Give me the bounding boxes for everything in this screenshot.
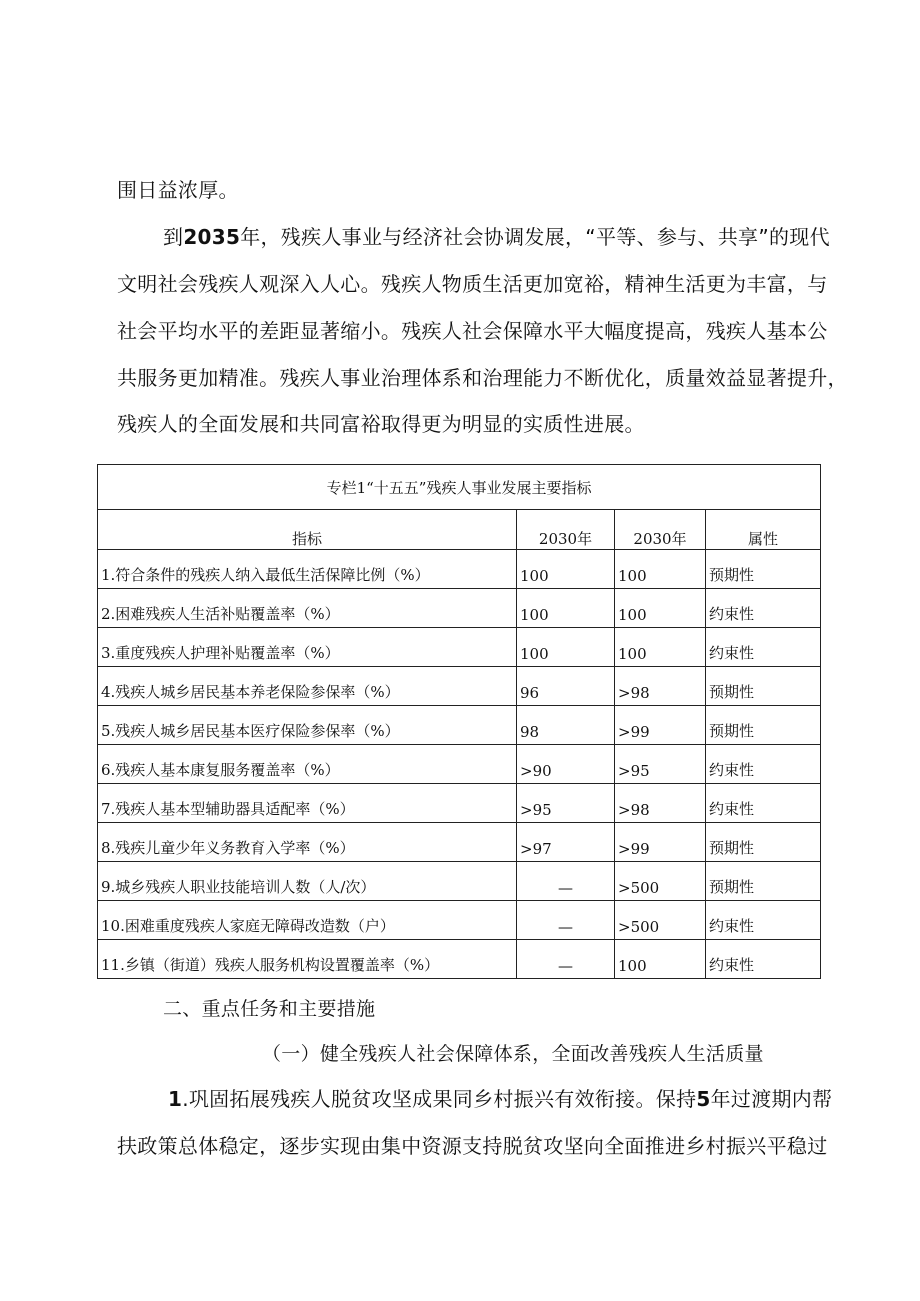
text-fragment: 共服务更加精准。残疾人事业治理体系和治理能力不断优化，质量效益显著提升，	[117, 366, 848, 390]
attribute-cell: 预期性	[706, 706, 821, 745]
indicator-cell: 2.困难残疾人生活补贴覆盖率（%）	[98, 589, 517, 628]
header-year-1: 2030年	[517, 510, 615, 550]
value-cell: —	[517, 901, 615, 940]
value-cell: >99	[615, 823, 706, 862]
year-number: 2035	[183, 225, 241, 249]
value-cell: 100	[615, 589, 706, 628]
indicator-cell: 9.城乡残疾人职业技能培训人数（人/次）	[98, 862, 517, 901]
value-cell: >98	[615, 784, 706, 823]
value-cell: 100	[517, 550, 615, 589]
section-heading: 二、重点任务和主要措施	[163, 998, 376, 1020]
value-cell: 96	[517, 667, 615, 706]
text-fragment: 扶政策总体稳定，逐步实现由集中资源支持脱贫攻坚向全面推进乡村振兴平稳过	[117, 1134, 828, 1158]
value-cell: >90	[517, 745, 615, 784]
table-row	[98, 823, 821, 862]
table-row	[98, 745, 821, 784]
table-row	[98, 550, 821, 589]
table-caption-row	[98, 465, 821, 510]
table-caption: 专栏1“十五五”残疾人事业发展主要指标	[98, 465, 821, 510]
text-fragment: 围日益浓厚。	[117, 178, 239, 202]
attribute-cell: 预期性	[706, 823, 821, 862]
value-cell: —	[517, 940, 615, 979]
value-cell: >97	[517, 823, 615, 862]
item-number: 1	[168, 1087, 183, 1111]
indicator-cell: 11.乡镇（街道）残疾人服务机构设置覆盖率（%）	[98, 940, 517, 979]
attribute-cell: 约束性	[706, 784, 821, 823]
attribute-cell: 预期性	[706, 667, 821, 706]
paragraph-line	[117, 176, 239, 204]
paragraph-line	[163, 223, 830, 251]
table-row	[98, 940, 821, 979]
attribute-cell: 约束性	[706, 628, 821, 667]
table-row	[98, 901, 821, 940]
table-row	[98, 589, 821, 628]
value-cell: >500	[615, 901, 706, 940]
text-fragment: 社会平均水平的差距显著缩小。残疾人社会保障水平大幅度提高，残疾人基本公	[117, 319, 828, 343]
value-cell: —	[517, 862, 615, 901]
paragraph-line	[117, 270, 828, 298]
attribute-cell: 预期性	[706, 862, 821, 901]
value-cell: >95	[615, 745, 706, 784]
paragraph-line	[117, 364, 848, 392]
indicator-cell: 10.困难重度残疾人家庭无障碍改造数（户）	[98, 901, 517, 940]
value-cell: 100	[615, 550, 706, 589]
paragraph-line	[168, 1085, 832, 1113]
table-row	[98, 784, 821, 823]
indicator-cell: 8.残疾儿童少年义务教育入学率（%）	[98, 823, 517, 862]
attribute-cell: 约束性	[706, 940, 821, 979]
header-indicator: 指标	[98, 510, 517, 550]
value-cell: >98	[615, 667, 706, 706]
value-cell: >99	[615, 706, 706, 745]
text-fragment: .巩固拓展残疾人脱贫攻坚成果同乡村振兴有效衔接。保持	[182, 1087, 697, 1111]
paragraph-line	[117, 410, 645, 438]
attribute-cell: 约束性	[706, 901, 821, 940]
indicator-cell: 5.残疾人城乡居民基本医疗保险参保率（%）	[98, 706, 517, 745]
indicator-cell: 7.残疾人基本型辅助器具适配率（%）	[98, 784, 517, 823]
table-row	[98, 628, 821, 667]
text-fragment: 年，残疾人事业与经济社会协调发展，“平等、参与、共享”的现代	[240, 225, 830, 249]
year-count: 5	[696, 1087, 711, 1111]
text-fragment: 文明社会残疾人观深入人心。残疾人物质生活更加宽裕，精神生活更为丰富，与	[117, 272, 828, 296]
table-row	[98, 706, 821, 745]
attribute-cell: 约束性	[706, 589, 821, 628]
value-cell: 100	[615, 628, 706, 667]
paragraph-line	[117, 317, 828, 345]
text-fragment: 残疾人的全面发展和共同富裕取得更为明显的实质性进展。	[117, 412, 645, 436]
value-cell: >95	[517, 784, 615, 823]
table-header-row	[98, 510, 821, 550]
value-cell: 100	[517, 589, 615, 628]
table-row	[98, 862, 821, 901]
value-cell: 100	[517, 628, 615, 667]
text-fragment: 到	[163, 225, 184, 249]
attribute-cell: 约束性	[706, 745, 821, 784]
paragraph-line	[117, 1132, 828, 1160]
indicator-cell: 3.重度残疾人护理补贴覆盖率（%）	[98, 628, 517, 667]
text-fragment: 年过渡期内帮	[710, 1087, 833, 1111]
indicator-cell: 1.符合条件的残疾人纳入最低生活保障比例（%）	[98, 550, 517, 589]
value-cell: 100	[615, 940, 706, 979]
subsection-heading: （一）健全残疾人社会保障体系，全面改善残疾人生活质量	[262, 1043, 764, 1065]
header-attribute: 属性	[706, 510, 821, 550]
table-row	[98, 667, 821, 706]
indicator-cell: 6.残疾人基本康复服务覆盖率（%）	[98, 745, 517, 784]
value-cell: >500	[615, 862, 706, 901]
header-year-2: 2030年	[615, 510, 706, 550]
indicators-table	[97, 464, 821, 979]
indicator-cell: 4.残疾人城乡居民基本养老保险参保率（%）	[98, 667, 517, 706]
value-cell: 98	[517, 706, 615, 745]
attribute-cell: 预期性	[706, 550, 821, 589]
